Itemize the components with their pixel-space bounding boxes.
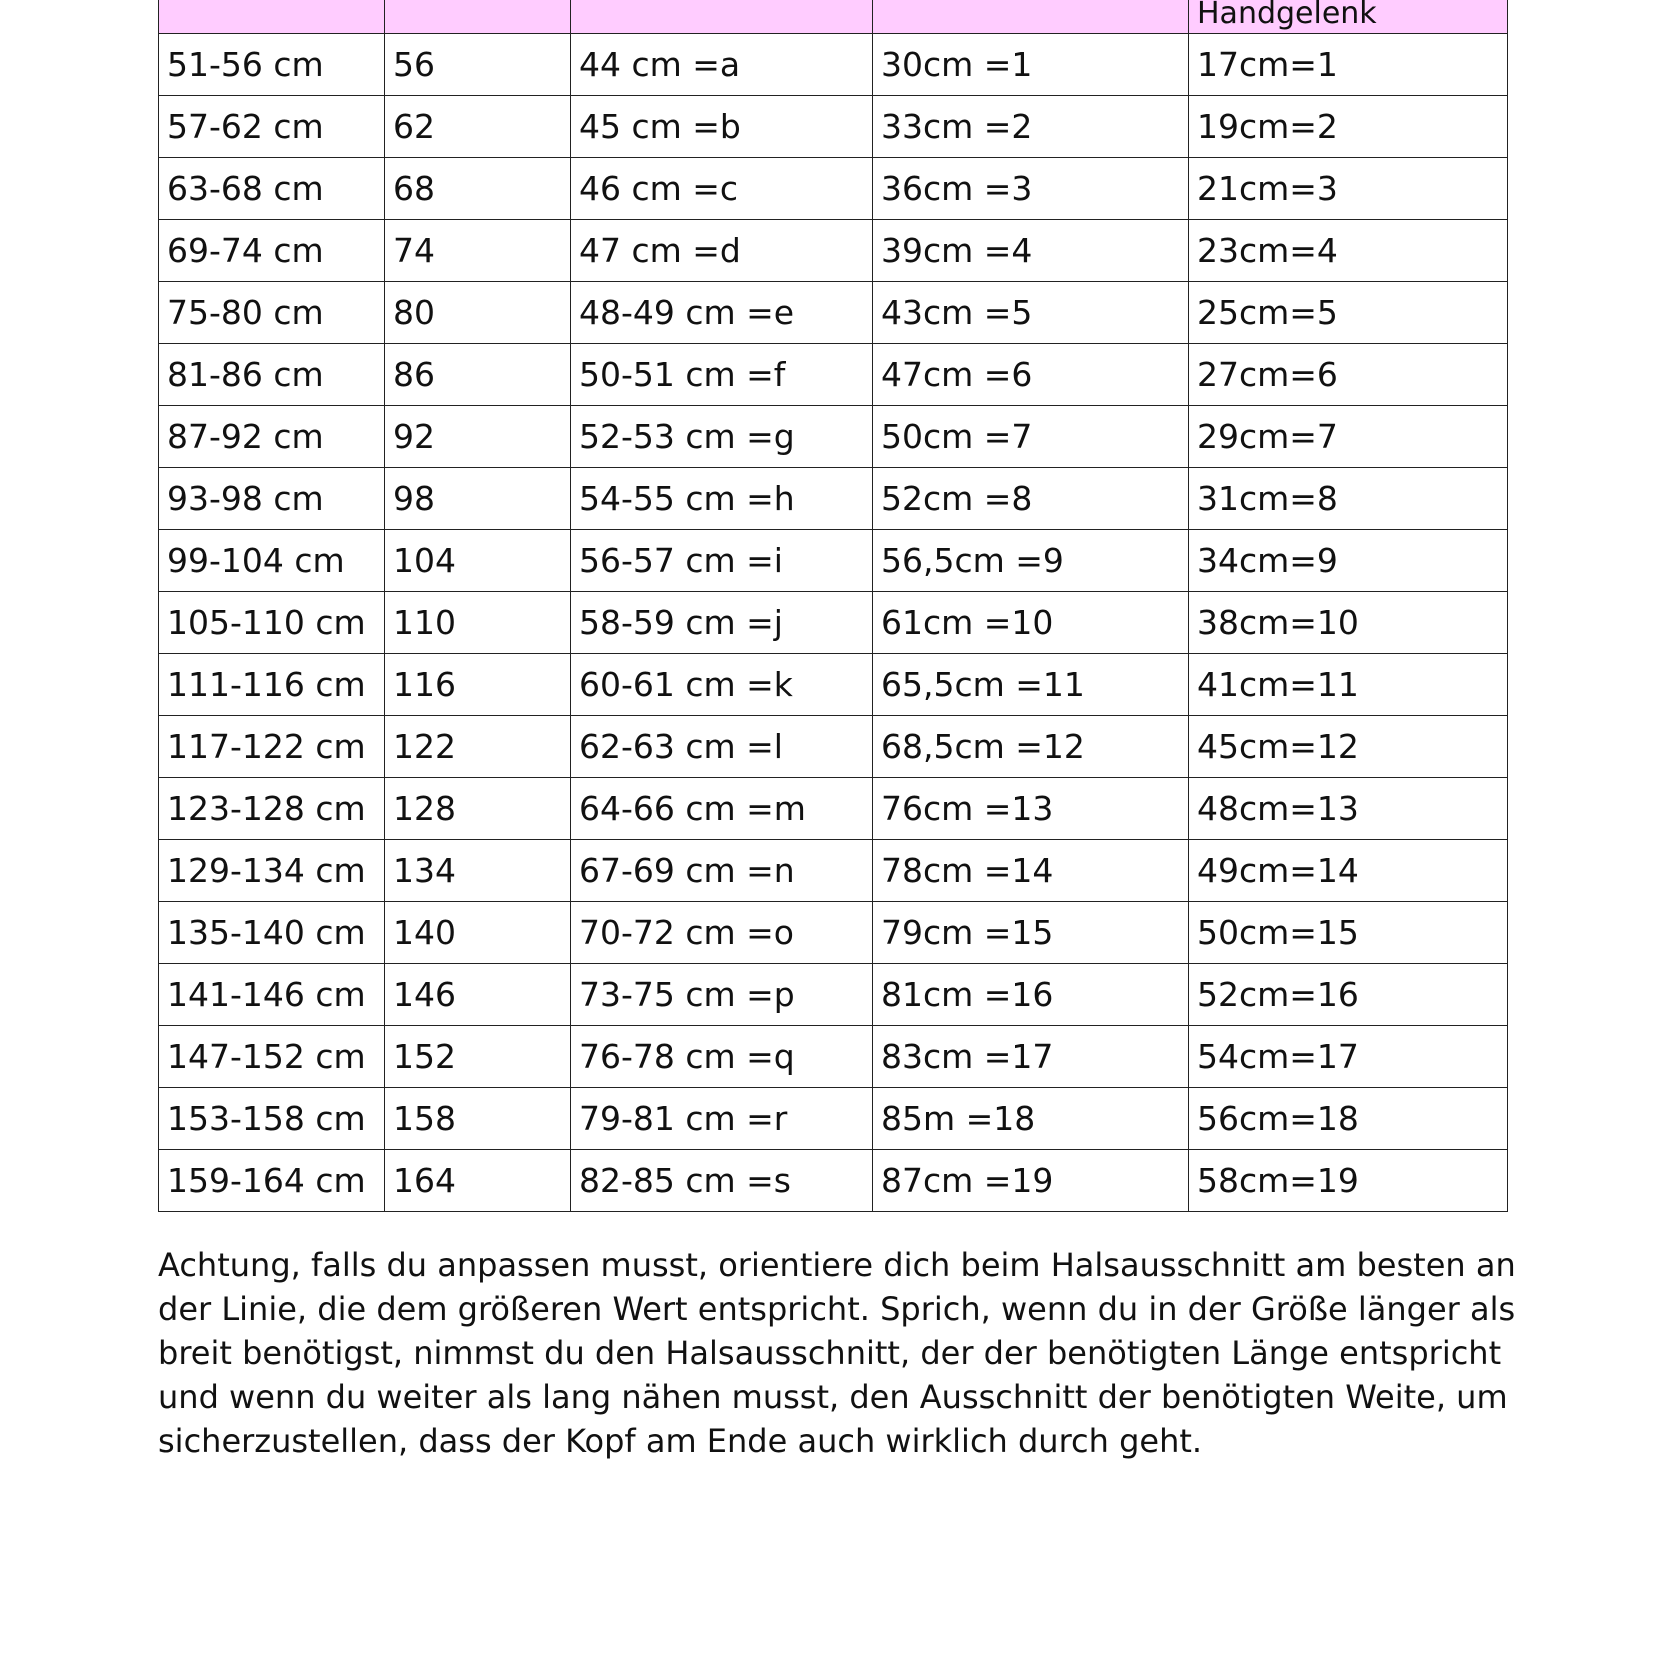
table-cell: 56,5cm =9 <box>873 530 1189 592</box>
table-cell: 68 <box>385 158 571 220</box>
table-cell: 48cm=13 <box>1189 778 1508 840</box>
table-cell: 27cm=6 <box>1189 344 1508 406</box>
table-row <box>159 158 1508 220</box>
table-cell: 49cm=14 <box>1189 840 1508 902</box>
table-cell: 93-98 cm <box>159 468 385 530</box>
table-cell: 56cm=18 <box>1189 1088 1508 1150</box>
table-cell: 76cm =13 <box>873 778 1189 840</box>
table-row <box>159 220 1508 282</box>
table-cell: 85m =18 <box>873 1088 1189 1150</box>
table-cell: 82-85 cm =s <box>571 1150 873 1212</box>
table-cell: 62 <box>385 96 571 158</box>
table-cell: 141-146 cm <box>159 964 385 1026</box>
table-cell: 111-116 cm <box>159 654 385 716</box>
table-cell: 21cm=3 <box>1189 158 1508 220</box>
header-cell <box>571 0 873 34</box>
table-cell: 135-140 cm <box>159 902 385 964</box>
table-cell: 146 <box>385 964 571 1026</box>
table-cell: 140 <box>385 902 571 964</box>
table-cell: 164 <box>385 1150 571 1212</box>
header-cell <box>873 0 1189 34</box>
table-cell: 58cm=19 <box>1189 1150 1508 1212</box>
table-cell: 48-49 cm =e <box>571 282 873 344</box>
table-cell: 98 <box>385 468 571 530</box>
table-row <box>159 96 1508 158</box>
table-row <box>159 1150 1508 1212</box>
table-cell: 29cm=7 <box>1189 406 1508 468</box>
table-cell: 76-78 cm =q <box>571 1026 873 1088</box>
table-row <box>159 964 1508 1026</box>
table-cell: 30cm =1 <box>873 34 1189 96</box>
table-cell: 50-51 cm =f <box>571 344 873 406</box>
table-cell: 60-61 cm =k <box>571 654 873 716</box>
table-cell: 52-53 cm =g <box>571 406 873 468</box>
table-row <box>159 530 1508 592</box>
table-cell: 86 <box>385 344 571 406</box>
table-cell: 39cm =4 <box>873 220 1189 282</box>
table-cell: 79-81 cm =r <box>571 1088 873 1150</box>
table-row <box>159 282 1508 344</box>
table-cell: 81-86 cm <box>159 344 385 406</box>
table-cell: 31cm=8 <box>1189 468 1508 530</box>
table-cell: 41cm=11 <box>1189 654 1508 716</box>
table-cell: 56 <box>385 34 571 96</box>
table-cell: 78cm =14 <box>873 840 1189 902</box>
table-cell: 65,5cm =11 <box>873 654 1189 716</box>
table-cell: 46 cm =c <box>571 158 873 220</box>
table-cell: 158 <box>385 1088 571 1150</box>
table-cell: 52cm =8 <box>873 468 1189 530</box>
table-cell: 56-57 cm =i <box>571 530 873 592</box>
table-cell: 87cm =19 <box>873 1150 1189 1212</box>
table-cell: 134 <box>385 840 571 902</box>
adjustment-note: Achtung, falls du anpassen musst, orientiere dich beim Halsausschnitt am besten an der Linie, die dem größeren Wert entspricht. Sprich, wenn du in der Größe länger als breit benötigst, nimmst du den Halsausschnitt, der der benötigten Länge entspricht und wenn du weiter als lang nähen musst, den Ausschnitt der benötigten Weite, um sicherzustellen, dass der Kopf am Ende auch wirklich durch geht. <box>158 1246 1516 1460</box>
table-cell: 57-62 cm <box>159 96 385 158</box>
table-row <box>159 902 1508 964</box>
table-cell: 147-152 cm <box>159 1026 385 1088</box>
table-cell: 45cm=12 <box>1189 716 1508 778</box>
table-cell: 116 <box>385 654 571 716</box>
table-cell: 44 cm =a <box>571 34 873 96</box>
table-cell: 105-110 cm <box>159 592 385 654</box>
table-row <box>159 468 1508 530</box>
table-cell: 117-122 cm <box>159 716 385 778</box>
table-cell: 81cm =16 <box>873 964 1189 1026</box>
header-cell-handgelenk: Handgelenk <box>1189 0 1508 34</box>
table-cell: 25cm=5 <box>1189 282 1508 344</box>
table-cell: 43cm =5 <box>873 282 1189 344</box>
table-cell: 47 cm =d <box>571 220 873 282</box>
table-cell: 73-75 cm =p <box>571 964 873 1026</box>
table-row <box>159 406 1508 468</box>
table-header-row <box>159 0 1508 34</box>
table-cell: 80 <box>385 282 571 344</box>
table-cell: 63-68 cm <box>159 158 385 220</box>
table-cell: 104 <box>385 530 571 592</box>
table-cell: 99-104 cm <box>159 530 385 592</box>
table-cell: 75-80 cm <box>159 282 385 344</box>
size-table <box>158 0 1508 1212</box>
table-cell: 33cm =2 <box>873 96 1189 158</box>
table-cell: 79cm =15 <box>873 902 1189 964</box>
table-cell: 128 <box>385 778 571 840</box>
table-cell: 54-55 cm =h <box>571 468 873 530</box>
table-row <box>159 592 1508 654</box>
table-cell: 45 cm =b <box>571 96 873 158</box>
table-cell: 159-164 cm <box>159 1150 385 1212</box>
table-cell: 68,5cm =12 <box>873 716 1189 778</box>
table-cell: 152 <box>385 1026 571 1088</box>
table-cell: 47cm =6 <box>873 344 1189 406</box>
table-row <box>159 1088 1508 1150</box>
table-cell: 123-128 cm <box>159 778 385 840</box>
table-cell: 52cm=16 <box>1189 964 1508 1026</box>
table-cell: 74 <box>385 220 571 282</box>
table-cell: 87-92 cm <box>159 406 385 468</box>
table-cell: 23cm=4 <box>1189 220 1508 282</box>
table-cell: 110 <box>385 592 571 654</box>
table-cell: 51-56 cm <box>159 34 385 96</box>
table-row <box>159 1026 1508 1088</box>
table-cell: 17cm=1 <box>1189 34 1508 96</box>
table-cell: 50cm =7 <box>873 406 1189 468</box>
table-cell: 62-63 cm =l <box>571 716 873 778</box>
table-row <box>159 716 1508 778</box>
table-cell: 54cm=17 <box>1189 1026 1508 1088</box>
table-cell: 36cm =3 <box>873 158 1189 220</box>
table-cell: 38cm=10 <box>1189 592 1508 654</box>
table-cell: 129-134 cm <box>159 840 385 902</box>
header-cell <box>385 0 571 34</box>
table-cell: 83cm =17 <box>873 1026 1189 1088</box>
table-row <box>159 840 1508 902</box>
table-row <box>159 654 1508 716</box>
table-cell: 58-59 cm =j <box>571 592 873 654</box>
table-cell: 153-158 cm <box>159 1088 385 1150</box>
table-cell: 64-66 cm =m <box>571 778 873 840</box>
table-cell: 92 <box>385 406 571 468</box>
table-cell: 50cm=15 <box>1189 902 1508 964</box>
table-cell: 61cm =10 <box>873 592 1189 654</box>
table-cell: 122 <box>385 716 571 778</box>
table-row <box>159 778 1508 840</box>
table-cell: 34cm=9 <box>1189 530 1508 592</box>
header-cell <box>159 0 385 34</box>
table-cell: 69-74 cm <box>159 220 385 282</box>
table-cell: 19cm=2 <box>1189 96 1508 158</box>
table-row <box>159 344 1508 406</box>
table-cell: 70-72 cm =o <box>571 902 873 964</box>
table-row <box>159 34 1508 96</box>
table-cell: 67-69 cm =n <box>571 840 873 902</box>
